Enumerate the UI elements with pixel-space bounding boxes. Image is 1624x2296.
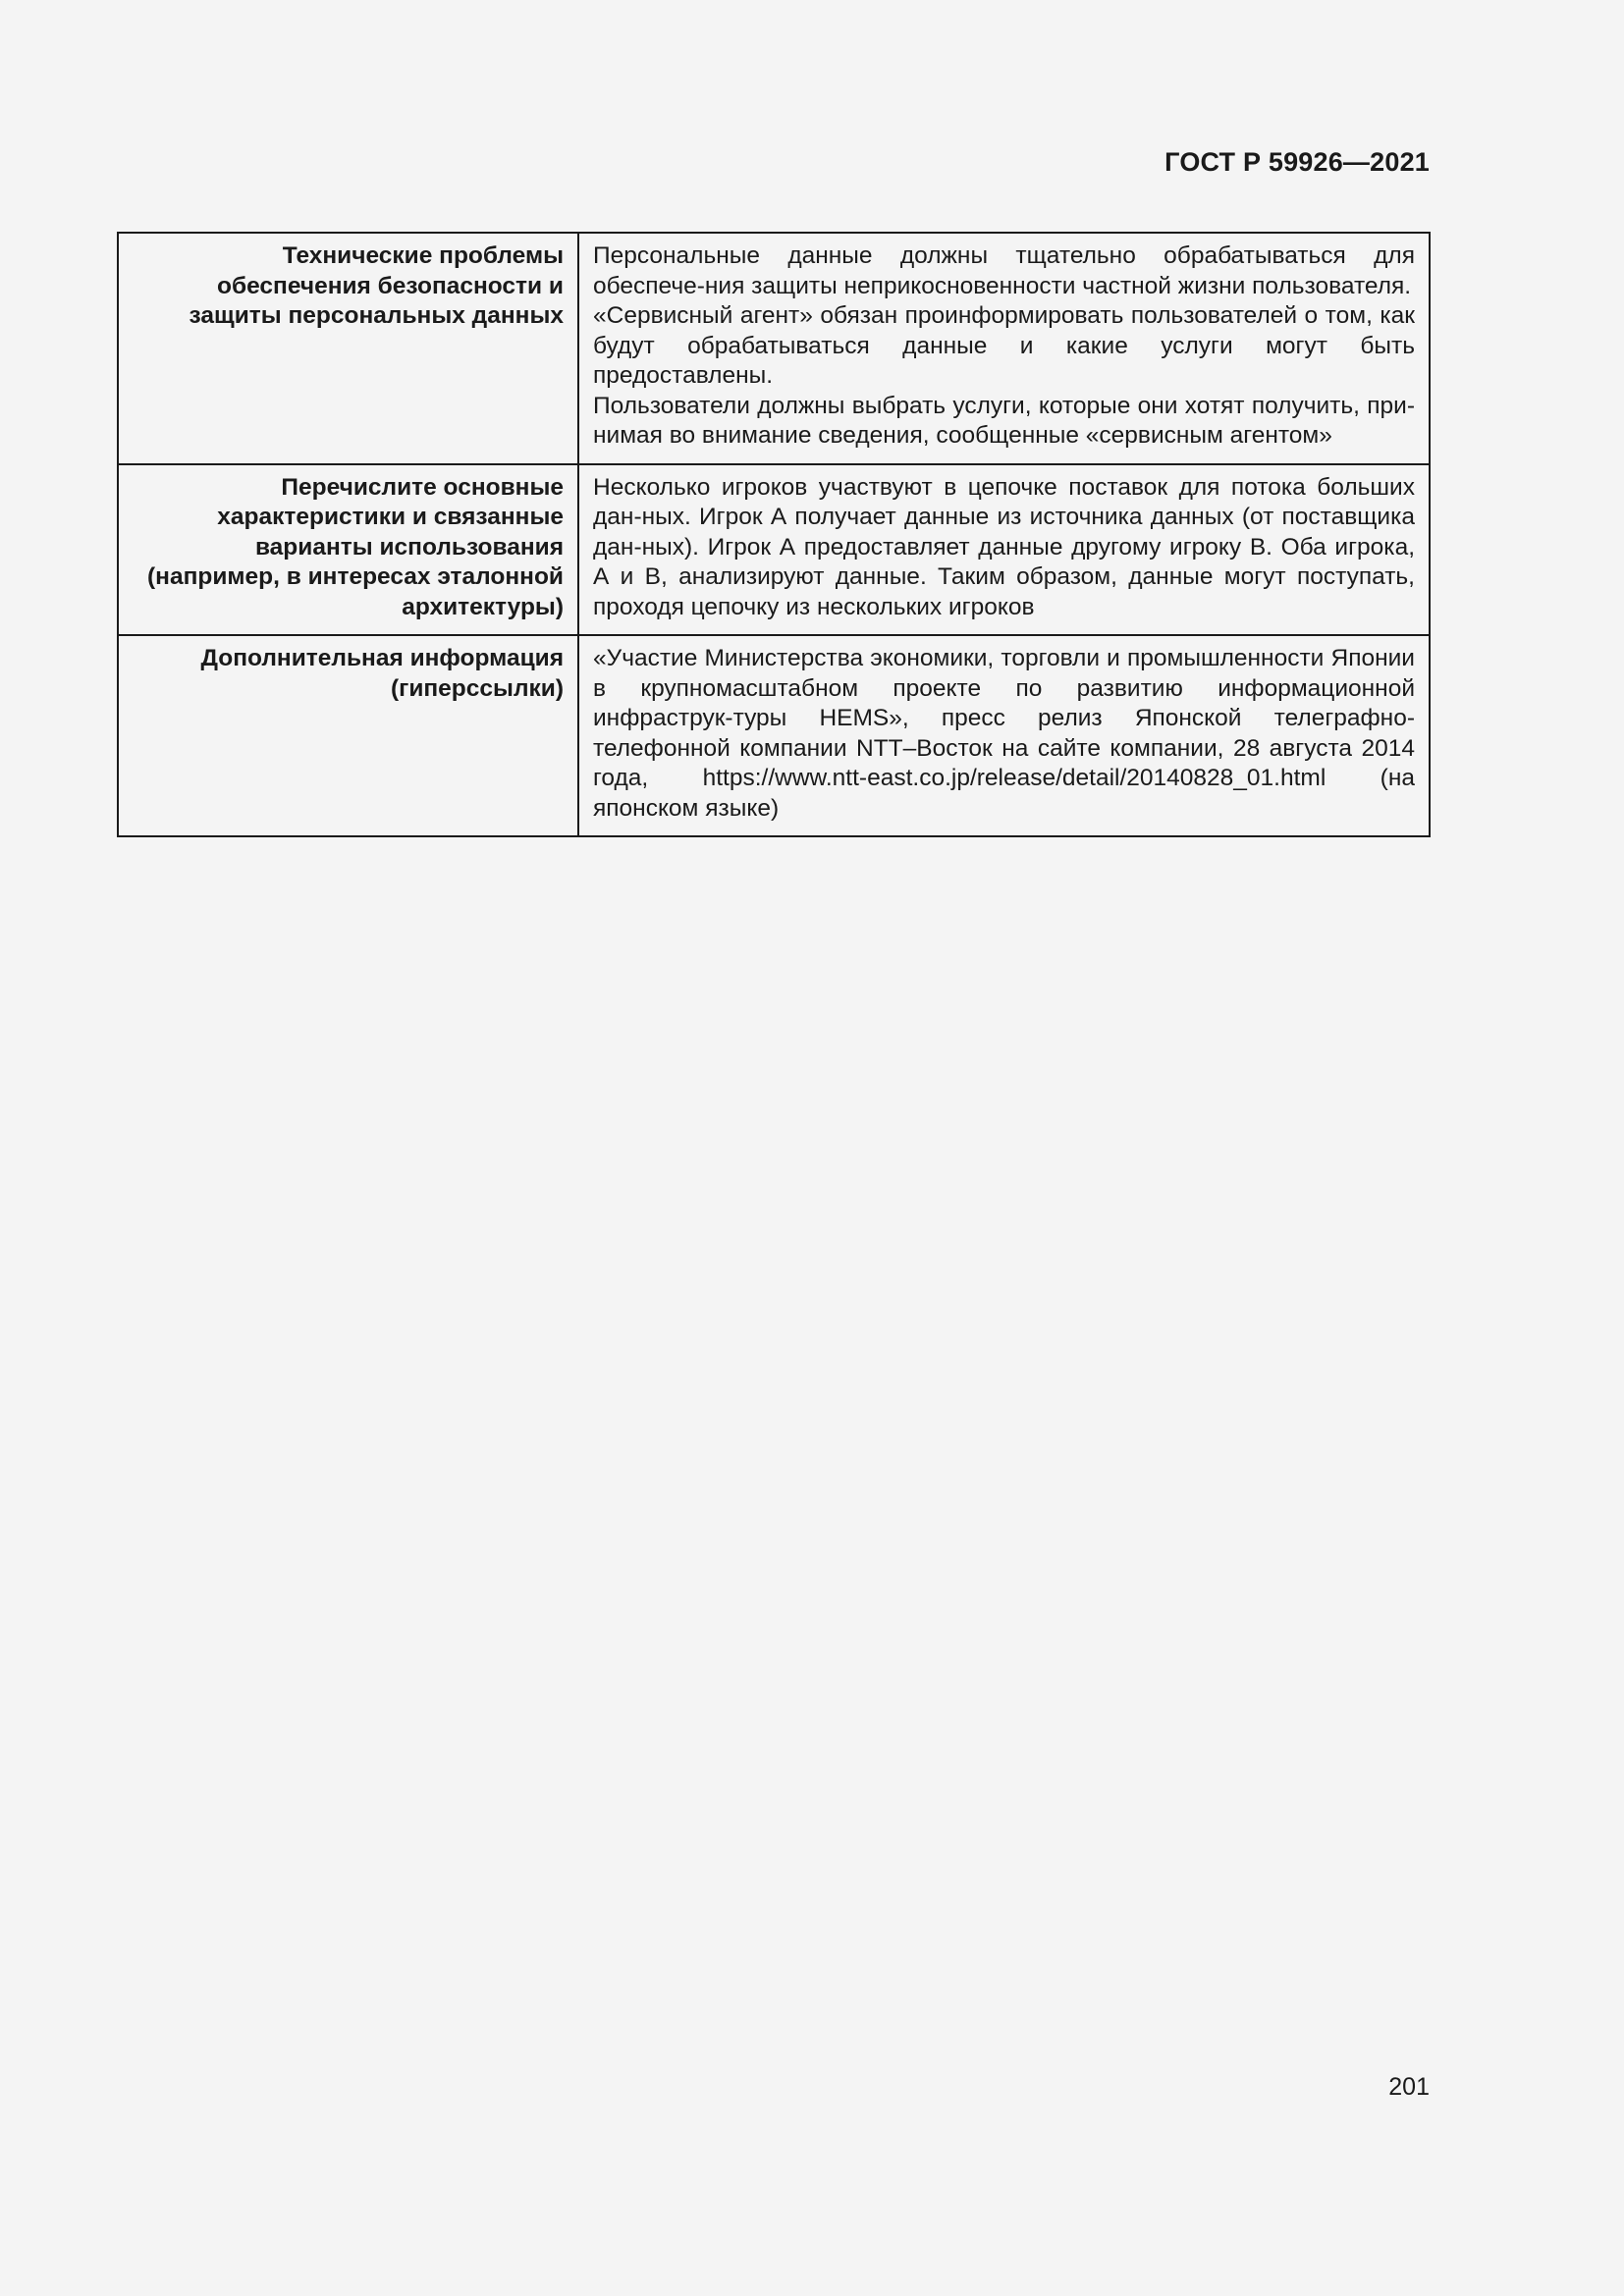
- row-label-security-problems: Технические проблемы обеспечения безопасности и защиты персональных данных: [118, 233, 578, 464]
- table-row: [118, 635, 1430, 836]
- table-row: [118, 464, 1430, 636]
- row-value-additional-info: [578, 635, 1430, 836]
- row-label-characteristics: Перечислите основные характеристики и связанные варианты использования (например, в интересах эталонной архитектуры): [118, 464, 578, 636]
- value-paragraph: Персональные данные должны тщательно обрабатываться для обеспече-ния защиты неприкосновенности частной жизни пользователя.: [593, 242, 1415, 299]
- value-paragraph: Несколько игроков участвуют в цепочке поставок для потока больших дан-ных. Игрок А получает данные из источника данных (от поставщика дан-ных). Игрок А предоставляет данные другому игроку В. Оба игрока, А и В, анализируют данные. Таким образом, данные могут поступать, проходя цепочку из нескольких игроков: [593, 473, 1415, 620]
- value-paragraph: Пользователи должны выбрать услуги, которые они хотят получить, при-нимая во внимание сведения, сообщенные «сервисным агентом»: [593, 392, 1415, 449]
- specification-table: [117, 232, 1431, 837]
- value-paragraph: «Участие Министерства экономики, торговли и промышленности Японии в крупномасштабном проекте по развитию информационной инфраструк-туры HEMS», пресс релиз Японской телеграфно-телефонной компании NTT–Восток на сайте компании, 28 августа 2014 года, https://www.ntt-east.co.jp/release/detail/20140828_01.html (на японском языке): [593, 645, 1415, 822]
- value-paragraph: «Сервисный агент» обязан проинформировать пользователей о том, как будут обрабатываться данные и какие услуги могут быть предоставлены.: [593, 302, 1415, 389]
- row-value-characteristics: [578, 464, 1430, 636]
- table-row: [118, 233, 1430, 464]
- page-number: 201: [1388, 2073, 1430, 2101]
- row-value-security-problems: [578, 233, 1430, 464]
- document-code-header: ГОСТ Р 59926—2021: [1164, 147, 1430, 177]
- row-label-additional-info: Дополнительная информация (гиперссылки): [118, 635, 578, 836]
